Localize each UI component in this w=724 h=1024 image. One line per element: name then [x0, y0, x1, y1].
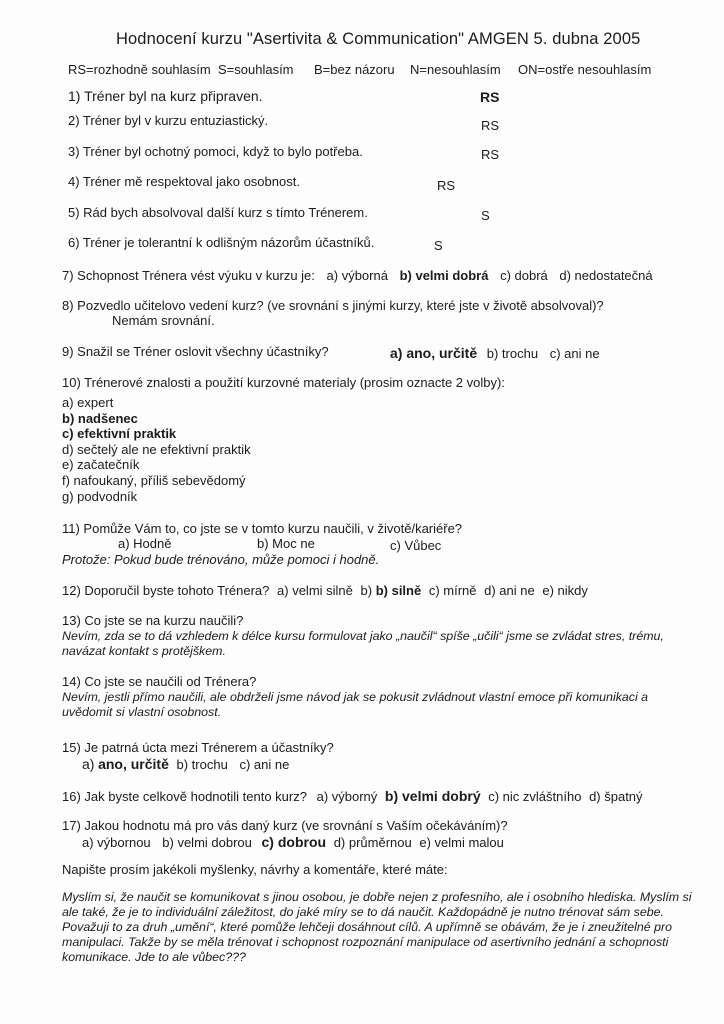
statement-5-answer: S	[481, 208, 490, 223]
q17-option-a: a) výbornou	[82, 835, 151, 850]
q10-option-f: f) nafoukaný, příliš sebevědomý	[62, 472, 246, 488]
q10-option-c: c) efektivní praktik	[62, 426, 177, 442]
q15-option-c: c) ani ne	[239, 757, 290, 772]
q12-option-a: a) velmi silně	[277, 583, 353, 598]
statement-6-answer: S	[434, 238, 443, 253]
q12-option-e: e) nikdy	[542, 583, 588, 598]
question-16	[62, 788, 643, 804]
q15-option-b: b) trochu	[176, 757, 228, 772]
q7-option-d: d) nedostatečná	[559, 268, 653, 283]
legend-s: S=souhlasím	[218, 62, 294, 77]
q12-option-b: b) silně	[375, 583, 422, 598]
q12-option-b-prefix: b)	[360, 583, 373, 598]
q9-option-b: b) trochu	[486, 346, 539, 361]
statement-1: 1) Tréner byl na kurz připraven.	[68, 88, 263, 104]
legend-n: N=nesouhlasím	[410, 62, 501, 77]
form-title: Hodnocení kurzu "Asertivita & Communication" AMGEN 5. dubna 2005	[116, 30, 641, 48]
q10-options	[62, 395, 251, 504]
q14-answer: Nevím, jestli přímo naučili, ale obdrželi jsme návod jak se pokusit zvládnout vlastní emoce při komunikaci a uvědomit si vlastní osobnost.	[62, 690, 649, 719]
q11-option-c: c) Vůbec	[390, 538, 442, 553]
comments-text: Myslím si, že naučit se komunikovat s jinou osobou, je dobře nejen z profesního, ale i osobního hlediska. Myslím si ale také, že je to individuální záležitost, do jaké míry se to dá naučit. Každopádně je nutno trénovat sám sebe. Považuji to za druh „umění“, které pomůže lehčeji dosáhnout cílů. A upřímně se obávám, že je i zneužitelné pro manipulaci. Takže by se měla trénovat i schopnost rozpoznání manipulace od asertivního jednání a schopnosti komunikace. Jde to ale vůbec???	[62, 890, 692, 964]
q10-option-e: e) začatečník	[62, 457, 140, 473]
q17-option-c: c) dobrou	[261, 834, 327, 850]
legend-b: B=bez názoru	[314, 62, 395, 77]
statement-2-answer: RS	[481, 118, 500, 133]
q7-option-c: c) dobrá	[500, 268, 548, 283]
q17-option-b: b) velmi dobrou	[162, 835, 252, 850]
statement-3-answer: RS	[481, 147, 500, 162]
q17-options	[82, 834, 504, 850]
q17-option-e: e) velmi malou	[419, 835, 504, 850]
q9-options	[390, 345, 600, 361]
q12-option-d: d) ani ne	[484, 583, 535, 598]
q12-text: 12) Doporučil byste tohoto Trénera?	[62, 583, 270, 598]
statement-4-answer: RS	[437, 178, 456, 193]
q16-option-b: b) velmi dobrý	[384, 788, 481, 804]
q7-option-b: b) velmi dobrá	[399, 268, 489, 283]
comments-prompt: Napište prosím jakékoli myšlenky, návrhy a komentáře, které máte:	[62, 862, 448, 877]
q12-option-c: c) mírně	[428, 583, 477, 598]
q11-note: Protože: Pokud bude trénováno, může pomoci i hodně.	[62, 552, 380, 567]
q7-text: 7) Schopnost Trénera vést výuku v kurzu je:	[62, 268, 315, 283]
q10-option-a: a) expert	[62, 395, 114, 410]
question-7	[62, 268, 653, 283]
q16-option-d: d) špatný	[589, 789, 643, 804]
question-11: 11) Pomůže Vám to, co jste se v tomto kurzu naučili, v životě/kariéře?	[62, 521, 463, 536]
q13-answer: Nevím, zda se to dá vzhledem k délce kursu formulovat jako „naučil“ spíše „učili“ jsme se zvládat stres, trému, navázat kontakt s protějškem.	[62, 629, 664, 658]
legend-on: ON=ostře nesouhlasím	[518, 62, 652, 77]
q16-option-c: c) nic zvláštního	[488, 789, 582, 804]
q11-option-b: b) Moc ne	[257, 536, 315, 551]
q15-option-a: ano, určitě	[98, 756, 169, 772]
statement-6: 6) Tréner je tolerantní k odlišným názorům účastníků.	[68, 235, 375, 250]
q9-option-a: a) ano, určitě	[390, 345, 478, 361]
q7-option-a: a) výborná	[326, 268, 388, 283]
question-13: 13) Co jste se na kurzu naučili?	[62, 613, 244, 628]
question-14: 14) Co jste se naučili od Trénera?	[62, 674, 257, 689]
q10-option-g: g) podvodník	[62, 488, 138, 504]
q15-options: a) ano, určitě b) trochu c) ani ne	[82, 756, 290, 772]
q11-option-a: a) Hodně	[118, 536, 172, 551]
q16-option-a: a) výborný	[316, 789, 378, 804]
statement-5: 5) Rád bych absolvoval další kurz s tímto Trénerem.	[68, 205, 368, 220]
statement-2: 2) Tréner byl v kurzu entuziastický.	[68, 113, 269, 128]
question-12	[62, 583, 588, 598]
q17-option-d: d) průměrnou	[333, 835, 412, 850]
question-9: 9) Snažil se Tréner oslovit všechny účastníky?	[62, 344, 329, 359]
q9-option-c: c) ani ne	[549, 346, 600, 361]
question-17: 17) Jakou hodnotu má pro vás daný kurz (ve srovnání s Vaším očekáváním)?	[62, 818, 508, 833]
statement-4: 4) Tréner mě respektoval jako osobnost.	[68, 174, 300, 189]
q16-text: 16) Jak byste celkově hodnotili tento kurz?	[62, 789, 307, 804]
q10-option-d: d) sečtelý ale ne efektivní praktik	[62, 441, 251, 457]
statement-1-answer: RS	[480, 89, 500, 105]
q8-answer: Nemám srovnání.	[112, 313, 215, 328]
question-10: 10) Trénerové znalosti a použití kurzovné materialy (prosim oznacte 2 volby):	[62, 375, 505, 390]
q10-option-b: b) nadšenec	[62, 410, 138, 426]
question-8: 8) Pozvedlo učitelovo vedení kurz? (ve srovnání s jinými kurzy, které jste v životě absolvoval)?	[62, 298, 604, 313]
question-15: 15) Je patrná úcta mezi Trénerem a účastníky?	[62, 740, 334, 755]
statement-3: 3) Tréner byl ochotný pomoci, když to bylo potřeba.	[68, 144, 363, 159]
legend-rs: RS=rozhodně souhlasím	[68, 62, 211, 77]
